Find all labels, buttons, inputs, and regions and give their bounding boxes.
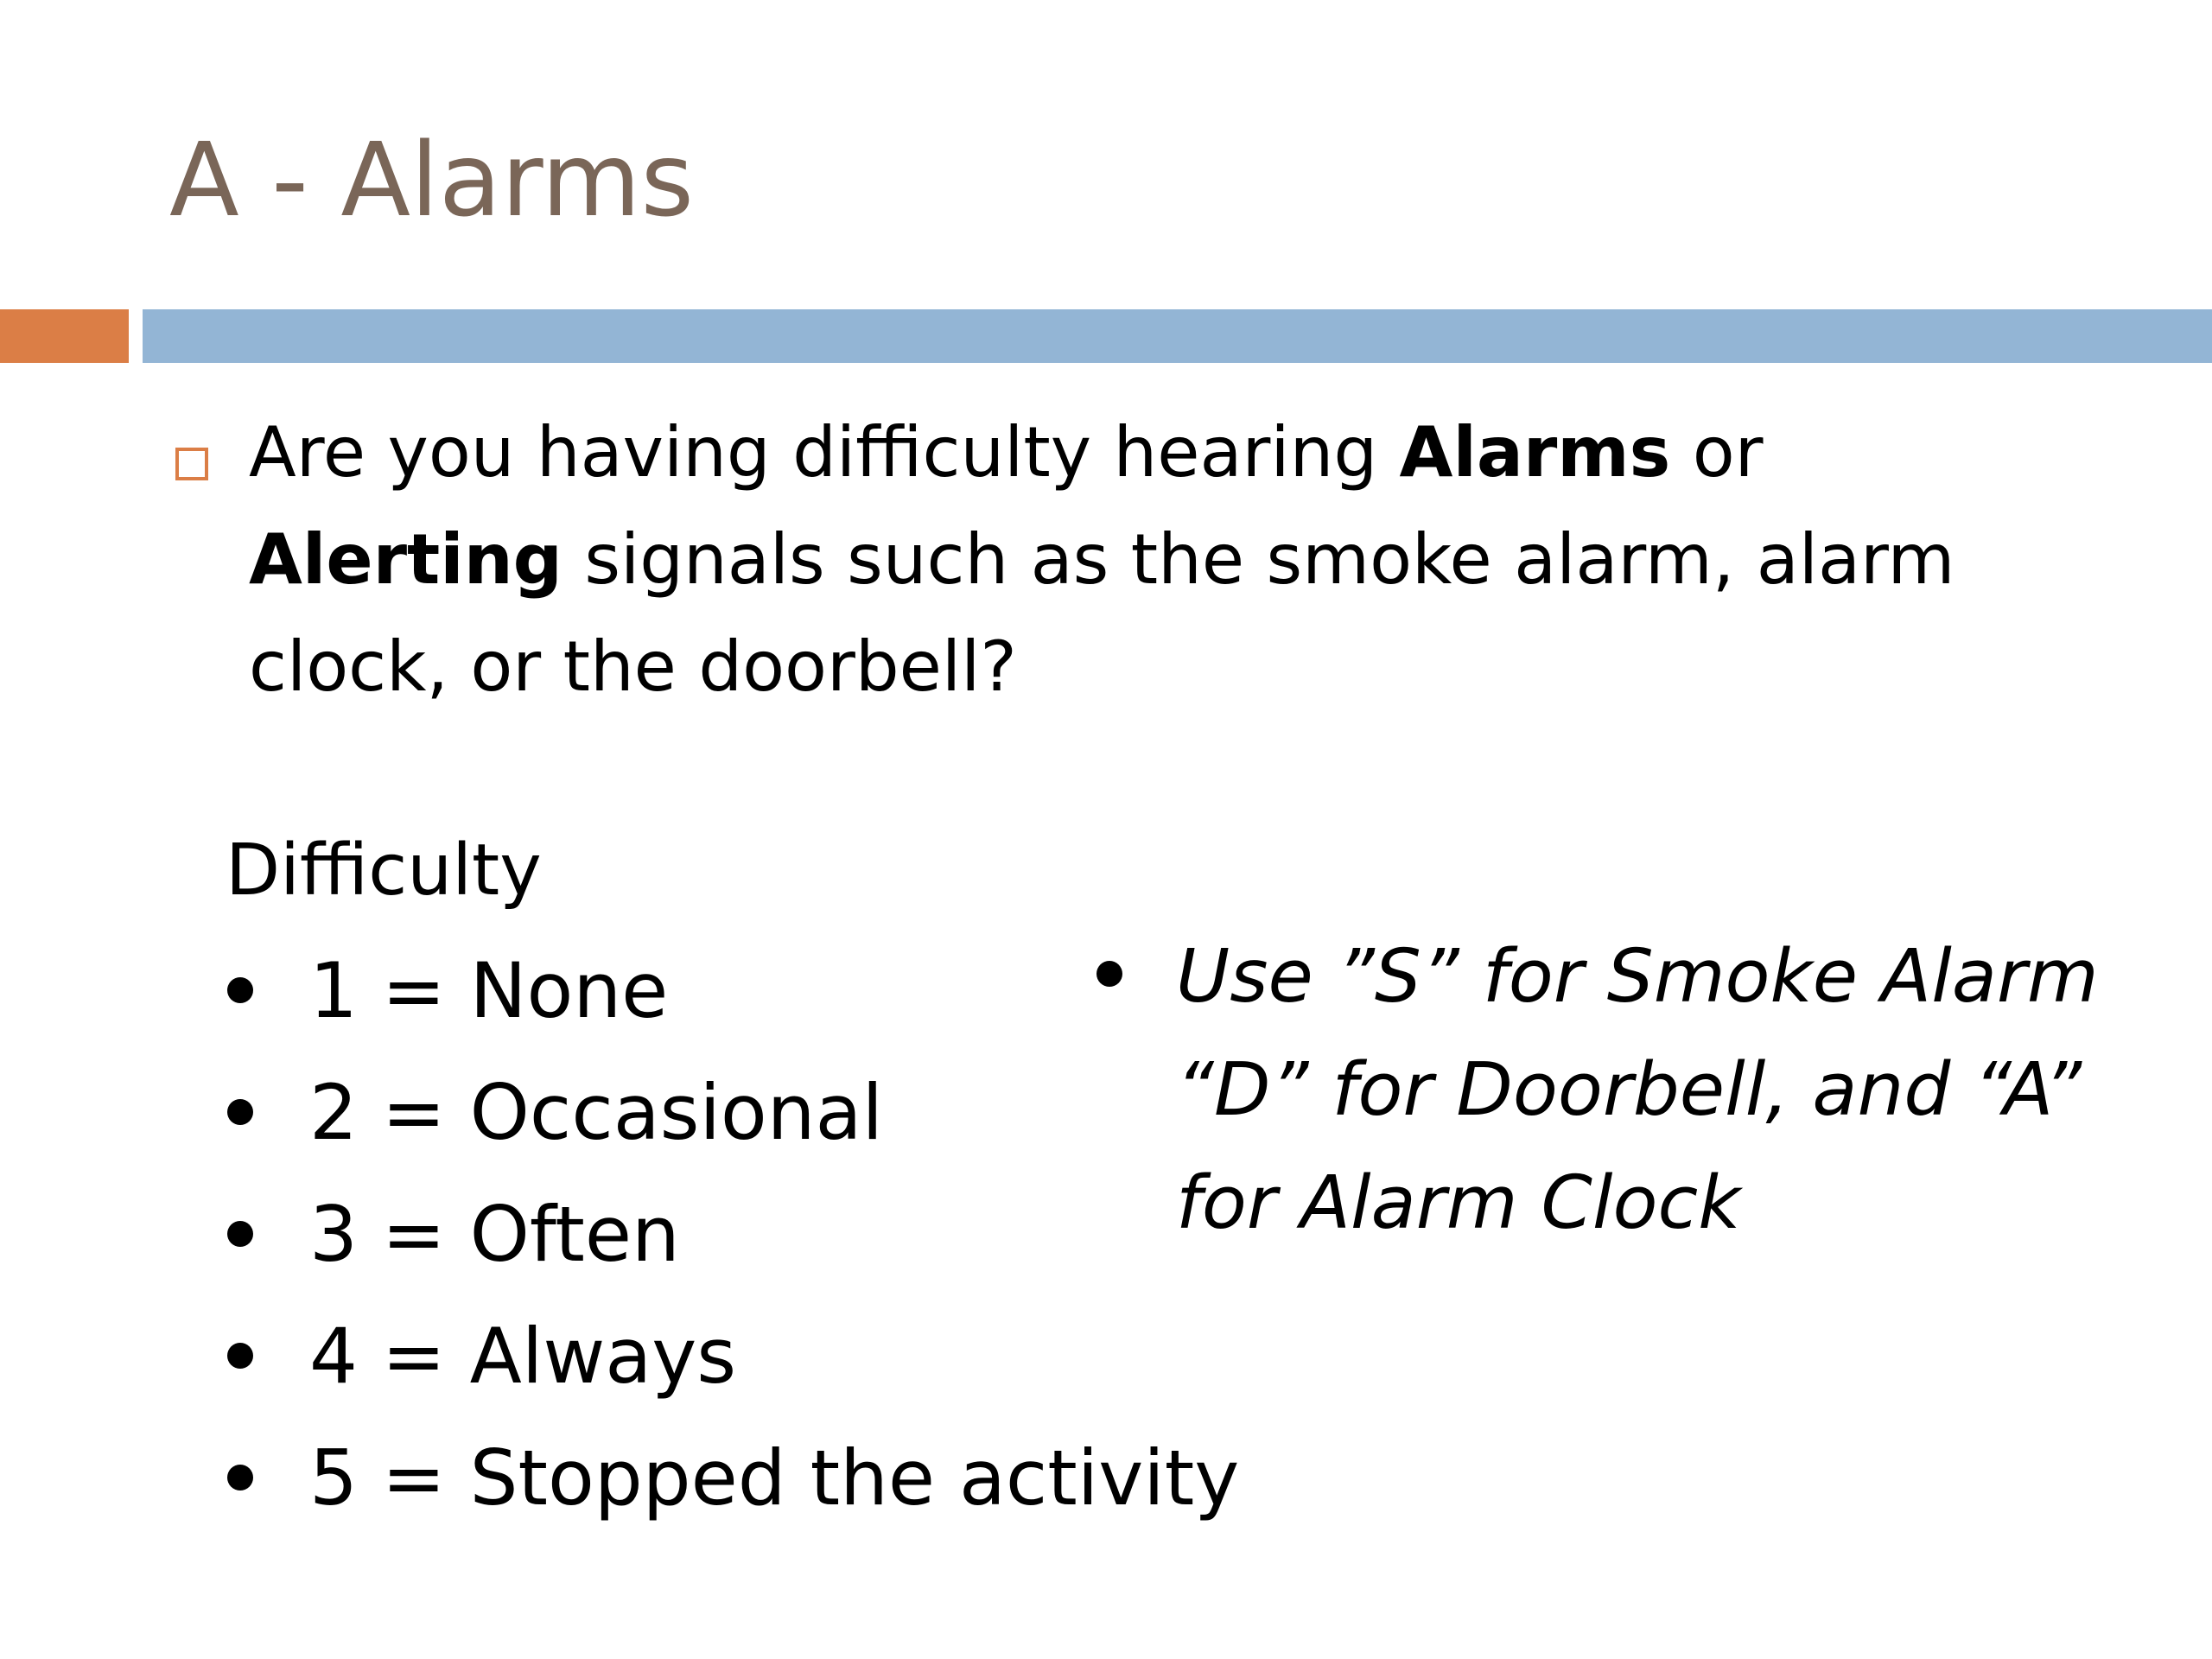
difficulty-scale-text: 2 = Occasional [309, 1068, 883, 1157]
accent-bar-blue [143, 309, 2212, 363]
difficulty-scale-text: 3 = Often [309, 1190, 680, 1279]
bullet-dot-icon [227, 1099, 253, 1125]
bullet-dot-icon [227, 1343, 253, 1369]
question-bold-alarms: Alarms [1399, 412, 1671, 493]
bullet-dot-icon [227, 1221, 253, 1247]
bullet-dot-icon [227, 1465, 253, 1491]
difficulty-scale-text: 5 = Stopped the activity [309, 1433, 1240, 1522]
bullet-dot-icon [1096, 961, 1122, 987]
question-text-part-4: clock, or the doorbell? [249, 626, 1017, 707]
question-text [249, 399, 2063, 721]
slide-title: A - Alarms [169, 120, 694, 239]
difficulty-heading: Difficulty [226, 830, 542, 912]
question-text-part-1: Are you having difficulty hearing [249, 412, 1400, 493]
accent-bar-orange [0, 309, 129, 363]
difficulty-scale-text: 1 = None [309, 946, 669, 1035]
question-text-part-2: or [1670, 412, 1764, 493]
code-instructions-text: Use ”S” for Smoke Alarm “D” for Doorbell, and “A” for Alarm Clock [1176, 934, 2099, 1246]
question-text-part-3: signals such as the smoke alarm, alarm [562, 519, 1955, 600]
difficulty-scale-text: 4 = Always [309, 1312, 737, 1401]
question-bold-alerting: Alerting [249, 519, 563, 600]
square-bullet-icon [175, 448, 208, 480]
bullet-dot-icon [227, 977, 253, 1003]
